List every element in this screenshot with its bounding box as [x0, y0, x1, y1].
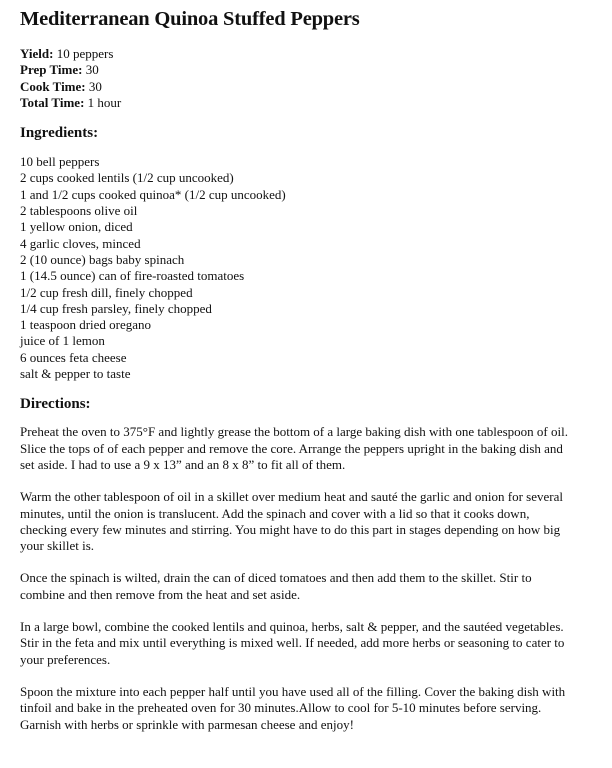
recipe-title: Mediterranean Quinoa Stuffed Peppers [20, 8, 360, 30]
ingredient-item: 1 (14.5 ounce) can of fire-roasted tomatoes [20, 268, 245, 284]
cook-time-label: Cook Time: [20, 78, 86, 94]
total-time-line [20, 95, 580, 111]
yield-line [20, 46, 580, 62]
direction-step: Preheat the oven to 375°F and lightly grease the bottom of a large baking dish with one tablespoon of oil. Slice the tops of of each pepper and remove the core. Arrange the peppers upright in the baking dish and set aside. I had to use a 9 x 13” and an 8 x 8” to fit all of them. [20, 424, 568, 472]
directions-body [20, 424, 572, 732]
ingredient-item: 10 bell peppers [20, 154, 100, 170]
ingredient-item: 1 teaspoon dried oregano [20, 317, 152, 333]
direction-step: Spoon the mixture into each pepper half until you have used all of the filling. Cover the baking dish with tinfoil and bake in the preheated oven for 30 minutes.Allow to cool for 5-10 minutes before serving. Garnish with herbs or sprinkle with parmesan cheese and enjoy! [20, 683, 566, 732]
yield-label: Yield: [20, 46, 54, 61]
recipe-meta [20, 46, 580, 111]
prep-time-value: 30 [82, 62, 99, 78]
ingredient-item: juice of 1 lemon [20, 333, 105, 349]
ingredient-item: 1 yellow onion, diced [20, 219, 133, 235]
ingredients-heading: Ingredients: [20, 125, 99, 142]
direction-step: Warm the other tablespoon of oil in a skillet over medium heat and sauté the garlic and onion for several minutes, until the onion is translucent. Add the spinach and cover with a lid so that it cooks down, checking every few minutes and stirring. You might have to do this part in stages depending on how big your skillet is. [20, 489, 563, 554]
ingredient-item: 2 tablespoons olive oil [20, 203, 138, 219]
ingredient-item: 4 garlic cloves, minced [20, 235, 141, 251]
ingredient-item: 1/2 cup fresh dill, finely chopped [20, 284, 193, 300]
cook-time-line [20, 79, 580, 95]
total-time-value: 1 hour [84, 94, 122, 110]
directions-heading: Directions: [20, 396, 91, 413]
ingredient-item: 2 cups cooked lentils (1/2 cup uncooked) [20, 170, 234, 186]
ingredients-list [20, 154, 580, 382]
cook-time-value: 30 [85, 78, 102, 94]
ingredient-item: 6 ounces feta cheese [20, 349, 127, 365]
ingredient-item: 2 (10 ounce) bags baby spinach [20, 251, 185, 267]
direction-step: In a large bowl, combine the cooked lentils and quinoa, herbs, salt & pepper, and the sautéed vegetables. Stir in the feta and mix until everything is mixed well. If needed, add more herbs or seasoning to cater to your preferences. [20, 619, 565, 667]
direction-step: Once the spinach is wilted, drain the can of diced tomatoes and then add them to the skillet. Stir to combine and then remove from the heat and set aside. [20, 570, 532, 602]
total-time-label: Total Time: [20, 94, 85, 110]
recipe-page [20, 6, 580, 749]
ingredient-item: 1/4 cup fresh parsley, finely chopped [20, 300, 212, 316]
ingredient-item: 1 and 1/2 cups cooked quinoa* (1/2 cup uncooked) [20, 186, 286, 202]
yield-value: 10 peppers [53, 46, 114, 61]
ingredient-item: salt & pepper to taste [20, 366, 131, 382]
prep-time-line [20, 62, 580, 78]
prep-time-label: Prep Time: [20, 62, 83, 78]
